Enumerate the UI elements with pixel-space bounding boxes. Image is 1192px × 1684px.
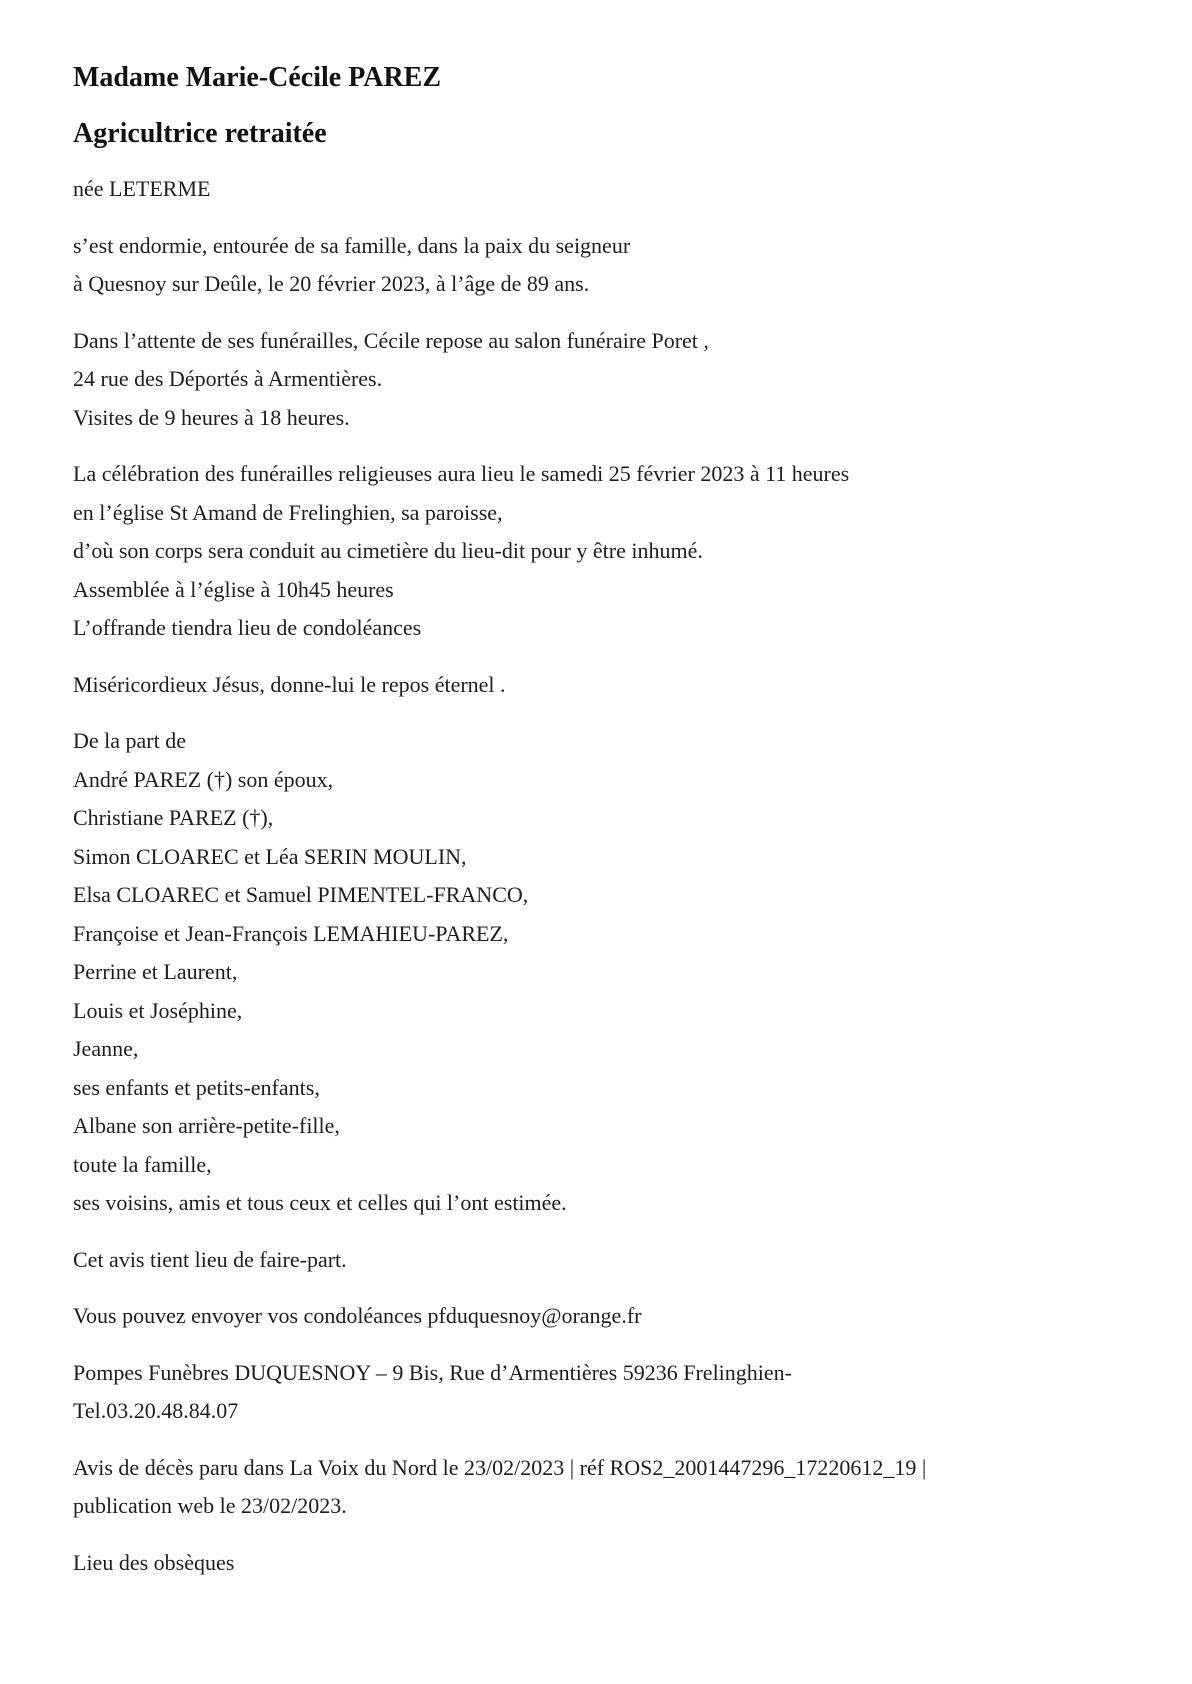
family-line: André PAREZ (†) son époux, — [73, 766, 334, 792]
obituary-notice — [73, 58, 1133, 1582]
ceremony-paragraph — [73, 455, 1133, 648]
family-line: ses enfants et petits-enfants, — [73, 1074, 320, 1100]
deceased-name: Madame Marie-Cécile PAREZ — [73, 62, 442, 93]
maiden-name: née LETERME — [73, 176, 211, 201]
family-line: Christiane PAREZ (†), — [73, 805, 274, 830]
ceremony-line: La célébration des funérailles religieuses aura lieu le samedi 25 février 2023 à 11 heures — [73, 461, 850, 486]
family-line: Elsa CLOAREC et Samuel PIMENTEL-FRANCO, — [73, 882, 529, 907]
family-line: Françoise et Jean-François LEMAHIEU-PAREZ, — [73, 920, 509, 946]
death-line: à Quesnoy sur Deûle, le 20 février 2023, à l’âge de 89 ans. — [73, 271, 590, 296]
viewing-line: Dans l’attente de ses funérailles, Cécile repose au salon funéraire Poret , — [73, 327, 709, 353]
location-paragraph — [73, 1544, 1133, 1583]
maiden-name-paragraph — [73, 170, 1133, 209]
viewing-line: Visites de 9 heures à 18 heures. — [73, 404, 350, 430]
condolences-paragraph — [73, 1297, 1133, 1336]
ceremony-line: Assemblée à l’église à 10h45 heures — [73, 576, 394, 602]
family-line: toute la famille, — [73, 1151, 212, 1177]
death-paragraph — [73, 227, 1133, 304]
publication-line: publication web le 23/02/2023. — [73, 1493, 347, 1518]
publication-paragraph — [73, 1449, 1133, 1526]
publication-line: Avis de décès paru dans La Voix du Nord le 23/02/2023 | réf ROS2_2001447296_17220612_19 | — [73, 1454, 927, 1480]
ceremony-line: L’offrande tiendra lieu de condoléances — [73, 615, 422, 640]
funeral-home-paragraph — [73, 1354, 1133, 1431]
profession-title: Agricultrice retraitée — [73, 118, 327, 149]
family-line: Albane son arrière-petite-fille, — [73, 1113, 340, 1138]
family-line: Perrine et Laurent, — [73, 959, 238, 984]
faire-part-line: Cet avis tient lieu de faire-part. — [73, 1246, 347, 1272]
prayer-paragraph — [73, 666, 1133, 705]
funeral-home-line: Tel.03.20.48.84.07 — [73, 1398, 239, 1423]
family-line: Jeanne, — [73, 1036, 139, 1061]
death-line: s’est endormie, entourée de sa famille, dans la paix du seigneur — [73, 232, 631, 258]
funeral-home-line: Pompes Funèbres DUQUESNOY – 9 Bis, Rue d’Armentières 59236 Frelinghien- — [73, 1359, 792, 1385]
viewing-paragraph — [73, 322, 1133, 438]
family-line: Louis et Joséphine, — [73, 997, 243, 1023]
family-line: ses voisins, amis et tous ceux et celles qui l’ont estimée. — [73, 1190, 567, 1215]
ceremony-line: d’où son corps sera conduit au cimetière du lieu-dit pour y être inhumé. — [73, 538, 703, 563]
faire-part-paragraph — [73, 1241, 1133, 1280]
location-label: Lieu des obsèques — [73, 1549, 235, 1575]
viewing-line: 24 rue des Déportés à Armentières. — [73, 366, 383, 391]
family-line: De la part de — [73, 728, 186, 753]
family-line: Simon CLOAREC et Léa SERIN MOULIN, — [73, 843, 467, 869]
family-paragraph — [73, 722, 1133, 1223]
ceremony-line: en l’église St Amand de Frelinghien, sa paroisse, — [73, 499, 503, 525]
prayer-line: Miséricordieux Jésus, donne-lui le repos éternel . — [73, 671, 506, 697]
condolences-line: Vous pouvez envoyer vos condoléances pfduquesnoy@orange.fr — [73, 1303, 642, 1328]
